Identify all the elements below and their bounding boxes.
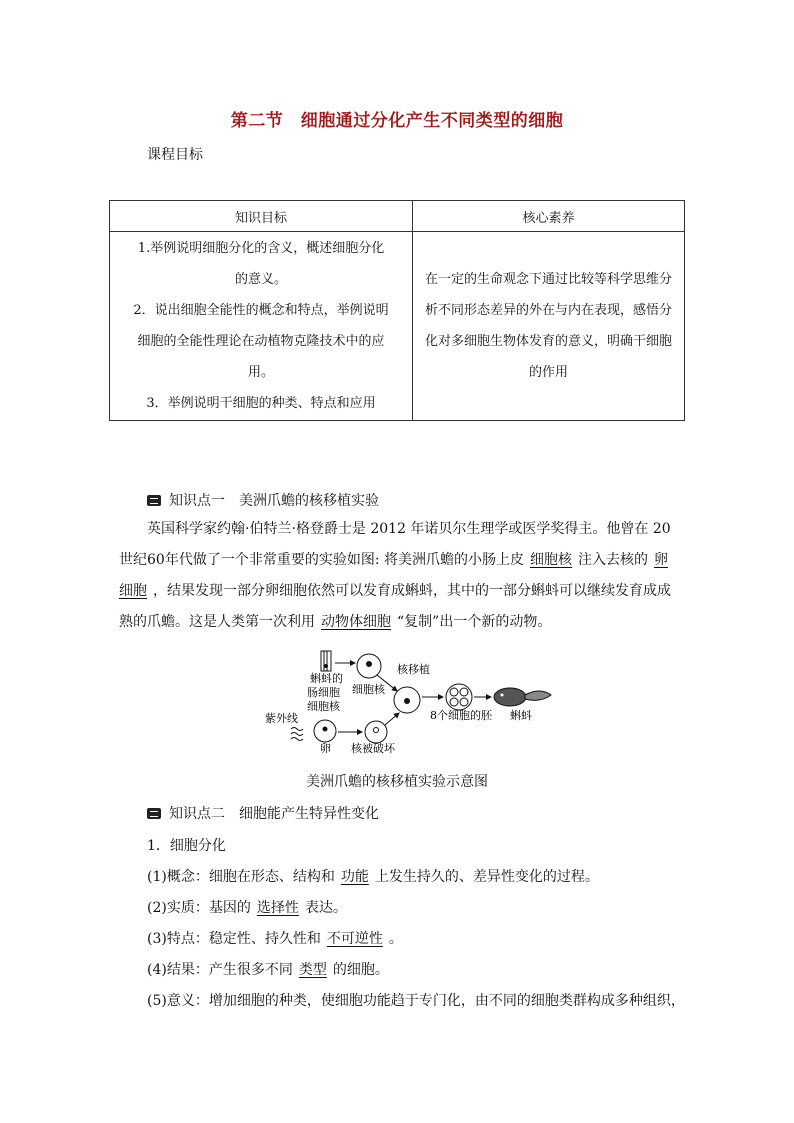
literacy-line: 析不同形态差异的外在与内在表现，感悟分 [424, 303, 672, 318]
answer-blank: 功能 [340, 869, 369, 885]
pencil-note-icon [147, 808, 161, 819]
goal-line: 的意义。 [234, 272, 287, 287]
answer-blank: 动物体细胞 [321, 614, 391, 630]
label-tadpole: 蝌蚪的 [310, 672, 343, 685]
goal-line: 细胞的全能性理论在动植物克隆技术中的应 [137, 334, 385, 349]
line-text: 的细胞。 [332, 962, 389, 978]
label-tadpole-result: 蝌蚪 [510, 709, 532, 722]
label-nucleus: 细胞核 [352, 683, 385, 696]
section-one-title: 知识点一 美洲爪蟾的核移植实验 [169, 493, 379, 509]
core-literacy-cell [413, 232, 685, 421]
line-text: (1)概念：细胞在形态、结构和 [147, 869, 335, 885]
goal-line: 用。 [247, 365, 274, 380]
section-two-heading [147, 803, 379, 823]
concept-line [147, 866, 599, 886]
header-knowledge-goals: 知识目标 [110, 201, 413, 232]
knowledge-goals-cell [110, 232, 413, 421]
answer-blank: 卵细胞 [119, 552, 668, 599]
literacy-line: 的作用 [528, 365, 568, 380]
section-one-heading [147, 490, 379, 510]
section-one-paragraph [119, 514, 677, 638]
line-text: (5)意义：增加细胞的种类，使细胞功能趋于专门化，由不同的细胞类群构成多种组织， [147, 993, 685, 1009]
label-destroyed: 核被破坏 [351, 742, 395, 755]
tadpole-icon [494, 688, 551, 706]
label-uv: 紫外线 [265, 712, 298, 725]
label-intestine-cell: 肠细胞 [307, 686, 340, 699]
label-cell-nucleus: 细胞核 [307, 700, 340, 713]
nuclear-transfer-diagram [255, 645, 555, 763]
label-transplant: 核移植 [397, 663, 430, 676]
page-title: 第二节 细胞通过分化产生不同类型的细胞 [230, 111, 564, 131]
line-text: 表达。 [304, 900, 347, 916]
line-text: 。 [388, 931, 403, 947]
goals-table [109, 200, 685, 421]
uv-rays-icon [291, 728, 303, 741]
answer-blank: 细胞核 [529, 552, 572, 568]
pencil-note-icon [147, 495, 161, 506]
significance-line [147, 990, 685, 1010]
answer-blank: 不可逆性 [326, 931, 383, 947]
course-goals-heading: 课程目标 [147, 147, 203, 163]
line-text: 上发生持久的、差异性变化的过程。 [374, 869, 599, 885]
para-text: 英国科学家约翰·伯特兰·格登爵士是 2012 年诺贝尔生理学或医学奖得主。他曾在 20 世纪60年代做了一个非常重要的实验如图: 将美洲爪蟾的小肠上皮 [119, 521, 671, 568]
answer-blank: 类型 [298, 962, 327, 978]
section-two-title: 知识点二 细胞能产生特异性变化 [169, 806, 379, 822]
intestine-cells-icon [321, 651, 331, 671]
line-text: (4)结果：产生很多不同 [147, 962, 293, 978]
diagram-caption: 美洲爪蟾的核移植实验示意图 [306, 774, 488, 790]
answer-blank: 选择性 [256, 900, 299, 916]
goal-line: 1.举例说明细胞分化的含义，概述细胞分化 [137, 241, 385, 256]
goal-line: 3．举例说明干细胞的种类、特点和应用 [146, 396, 376, 411]
label-embryo: 8个细胞的胚 [430, 709, 492, 722]
line-text: (3)特点：稳定性、持久性和 [147, 931, 321, 947]
essence-line [147, 897, 347, 917]
literacy-line: 化对多细胞生物体发育的意义，明确干细胞 [424, 334, 672, 349]
para-text: 注入去核的 [577, 552, 648, 568]
result-line [147, 959, 389, 979]
para-text: “复制”出一个新的动物。 [397, 614, 552, 630]
para-text: ，结果发现一部分卵细胞依然可以发育成蝌蚪，其中的一部分蝌蚪可以继续发育成成熟的爪蟾。这是人类第一次利用 [119, 583, 671, 630]
header-core-literacy: 核心素养 [413, 201, 685, 232]
literacy-line: 在一定的生命观念下通过比较等科学思维分 [424, 272, 672, 287]
goal-line: 2．说出细胞全能性的概念和特点，举例说明 [133, 303, 389, 318]
traits-line [147, 928, 403, 948]
item-title: 1．细胞分化 [147, 838, 226, 854]
line-text: (2)实质：基因的 [147, 900, 251, 916]
embryo-icon [446, 684, 472, 710]
label-egg: 卵 [320, 742, 331, 755]
